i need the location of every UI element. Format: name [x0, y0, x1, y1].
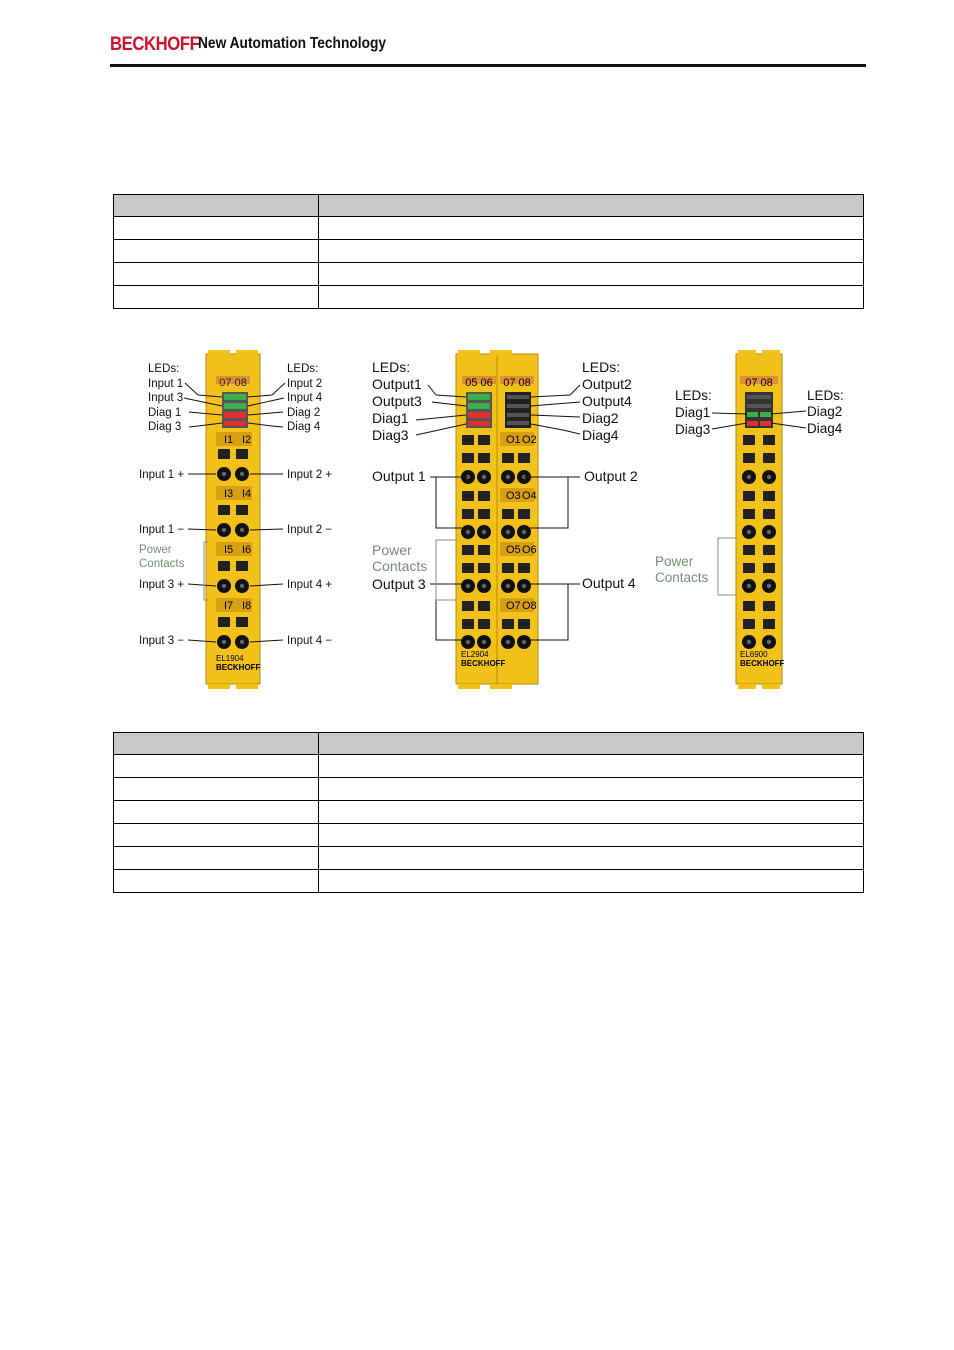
- el1904-right-label: Input 4: [287, 392, 323, 404]
- el1904-brand: BECKHOFF: [216, 663, 261, 672]
- el2904-right-label: Output4: [582, 393, 632, 409]
- el2904-left-label: Output3: [372, 393, 422, 409]
- el2904-section-label: O7: [506, 600, 521, 612]
- table-row: [114, 263, 864, 286]
- el6900-right-label: LEDs:: [807, 388, 844, 403]
- el1904-terminal-left: Input 1 −: [139, 524, 185, 536]
- el2904-left-label: Output1: [372, 376, 422, 392]
- el1904-right-label: Diag 4: [287, 421, 321, 433]
- el1904-terminal-right: Input 4 +: [287, 579, 333, 591]
- el2904-left-label: Diag1: [372, 410, 409, 426]
- beckhoff-logo: BECKHOFF: [110, 34, 200, 55]
- el1904-top-label: 07 08: [219, 377, 247, 389]
- table-row: [114, 801, 864, 824]
- el6900-left-label: Diag1: [675, 405, 711, 420]
- table-row: [114, 240, 864, 263]
- el2904-left-label: LEDs:: [372, 359, 411, 375]
- el1904-terminal-left: Input 3 −: [139, 635, 185, 647]
- el2904-output-label: Output 3: [372, 576, 426, 592]
- table-header-row: [114, 733, 864, 755]
- terminal-figure: [118, 350, 860, 692]
- el2904-output-label: Output 2: [584, 468, 638, 484]
- el2904-section-label: O1: [506, 434, 521, 446]
- el1904-left-label: Diag 1: [148, 407, 182, 419]
- el2904-top-label: 07 08: [503, 377, 531, 389]
- el1904-section-label: I2: [242, 434, 252, 446]
- el1904-terminal-right: Input 4 −: [287, 635, 333, 647]
- el6900-right-label: Diag4: [807, 421, 843, 436]
- el1904-terminal-right: Input 2 +: [287, 469, 333, 481]
- table-1: [113, 194, 864, 309]
- el1904-section-label: I8: [242, 600, 252, 612]
- table-row: [114, 778, 864, 801]
- el1904-right-label: LEDs:: [287, 363, 319, 375]
- page-header: [110, 30, 866, 67]
- el2904-right-label: Diag2: [582, 410, 619, 426]
- table-row: [114, 217, 864, 240]
- el1904-right-label: Diag 2: [287, 407, 321, 419]
- el2904-model: EL2904: [461, 650, 489, 659]
- el1904-left-label: Diag 3: [148, 421, 182, 433]
- el1904-model: EL1904: [216, 654, 244, 663]
- el1904-terminal-left: Input 3 +: [139, 579, 185, 591]
- el2904-left-label: Diag3: [372, 427, 409, 443]
- el2904-section-label: O8: [522, 600, 537, 612]
- el1904-section-label: I1: [224, 434, 234, 446]
- el2904-section-label: O3: [506, 490, 521, 502]
- el6900-power-label: Power: [655, 554, 694, 569]
- el1904-left-label: LEDs:: [148, 363, 180, 375]
- el2904-terminal: [372, 350, 638, 689]
- el1904-terminal: [139, 350, 332, 689]
- el1904-power-label: Contacts: [139, 558, 185, 570]
- terminals-svg: [118, 350, 860, 692]
- el2904-section-label: O4: [522, 490, 537, 502]
- table-row: [114, 870, 864, 893]
- el2904-power-label: Power: [372, 542, 412, 558]
- el6900-power-label: Contacts: [655, 570, 709, 585]
- table-row: [114, 286, 864, 309]
- el1904-left-label: Input 3: [148, 392, 184, 404]
- el2904-output-label: Output 1: [372, 468, 426, 484]
- el1904-section-label: I4: [242, 488, 252, 500]
- table-row: [114, 847, 864, 870]
- table-2: [113, 732, 864, 893]
- el1904-section-label: I5: [224, 544, 234, 556]
- el6900-terminal: [655, 350, 844, 689]
- el6900-model: EL6900: [740, 650, 768, 659]
- el1904-terminal-right: Input 2 −: [287, 524, 333, 536]
- el2904-section-label: O6: [522, 544, 537, 556]
- el2904-brand: BECKHOFF: [461, 659, 506, 668]
- el1904-right-label: Input 2: [287, 378, 323, 390]
- el2904-right-label: Diag4: [582, 427, 619, 443]
- el1904-terminal-left: Input 1 +: [139, 469, 185, 481]
- el6900-right-label: Diag2: [807, 404, 843, 419]
- el1904-power-label: Power: [139, 544, 172, 556]
- el6900-top-label: 07 08: [745, 377, 773, 389]
- el2904-power-label: Contacts: [372, 558, 428, 574]
- table-header-row: [114, 195, 864, 217]
- el2904-output-label: Output 4: [582, 575, 636, 591]
- header-tagline: New Automation Technology: [198, 35, 387, 52]
- el2904-right-label: LEDs:: [582, 359, 621, 375]
- el6900-left-label: Diag3: [675, 422, 711, 437]
- table-row: [114, 824, 864, 847]
- el6900-brand: BECKHOFF: [740, 659, 785, 668]
- el1904-left-label: Input 1: [148, 378, 184, 390]
- el6900-left-label: LEDs:: [675, 388, 712, 403]
- table-row: [114, 755, 864, 778]
- el2904-right-label: Output2: [582, 376, 632, 392]
- el2904-section-label: O5: [506, 544, 521, 556]
- el1904-section-label: I6: [242, 544, 252, 556]
- el2904-top-label: 05 06: [465, 377, 493, 389]
- el1904-section-label: I7: [224, 600, 234, 612]
- el1904-section-label: I3: [224, 488, 234, 500]
- el2904-section-label: O2: [522, 434, 537, 446]
